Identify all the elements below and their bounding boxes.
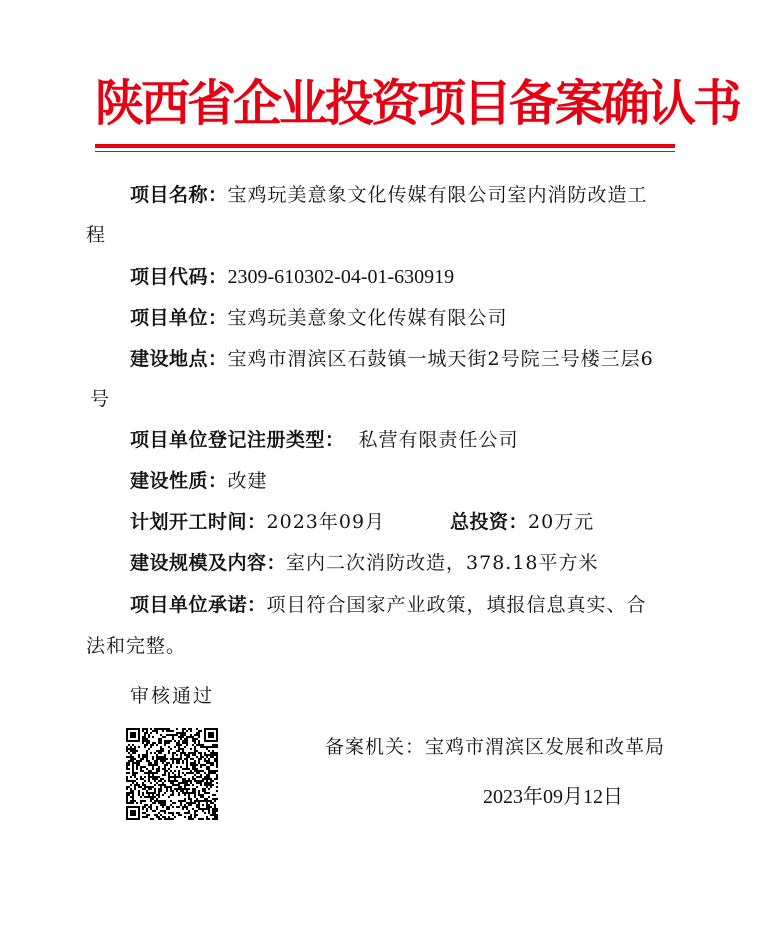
project-name-value: 宝鸡玩美意象文化传媒有限公司室内消防改造工 (227, 184, 648, 206)
project-code-value: 2309-610302-04-01-630919 (227, 266, 455, 288)
project-unit-value: 宝鸡玩美意象文化传媒有限公司 (227, 307, 508, 329)
commitment-value-cont: 法和完整。 (86, 635, 187, 657)
project-code-row (130, 264, 454, 290)
project-unit-row (130, 305, 508, 331)
authority-label: 备案机关： (325, 736, 426, 758)
scale-row (130, 550, 599, 576)
authority-row (325, 734, 665, 760)
location-label: 建设地点： (130, 348, 228, 370)
project-code-label: 项目代码： (130, 266, 228, 288)
location-value: 宝鸡市渭滨区石鼓镇一城天街2号院三号楼三层6 (227, 348, 654, 370)
start-time-row (130, 509, 385, 535)
total-investment-value: 20万元 (528, 511, 595, 533)
nature-row (130, 468, 268, 494)
project-name-row (130, 182, 648, 208)
title-rule-thin (95, 151, 675, 152)
qr-code (126, 728, 218, 820)
total-investment-row (450, 509, 594, 535)
nature-value: 改建 (227, 470, 268, 492)
project-name-value-cont: 程 (86, 224, 107, 246)
start-time-label: 计划开工时间： (130, 511, 267, 533)
commitment-label: 项目单位承诺： (130, 594, 267, 616)
commitment-row (130, 592, 647, 618)
project-name-label: 项目名称： (130, 184, 228, 206)
location-row (130, 346, 654, 372)
commitment-value: 项目符合国家产业政策，填报信息真实、合 (266, 594, 647, 616)
issue-date: 2023年09月12日 (483, 786, 623, 808)
authority-value: 宝鸡市渭滨区发展和改革局 (425, 736, 666, 758)
registration-type-row (130, 427, 519, 453)
location-value-cont: 号 (90, 388, 111, 410)
scale-value: 室内二次消防改造，378.18平方米 (286, 552, 599, 574)
title-rule-thick (95, 144, 675, 148)
scale-label: 建设规模及内容： (130, 552, 287, 574)
registration-type-label: 项目单位登记注册类型： (130, 429, 345, 451)
total-investment-label: 总投资： (450, 511, 529, 533)
review-status: 审核通过 (130, 685, 215, 707)
registration-type-value: 私营有限责任公司 (358, 429, 519, 451)
document-title: 陕西省企业投资项目备案确认书 (95, 74, 740, 132)
nature-label: 建设性质： (130, 470, 228, 492)
project-unit-label: 项目单位： (130, 307, 228, 329)
start-time-value: 2023年09月 (266, 511, 386, 533)
